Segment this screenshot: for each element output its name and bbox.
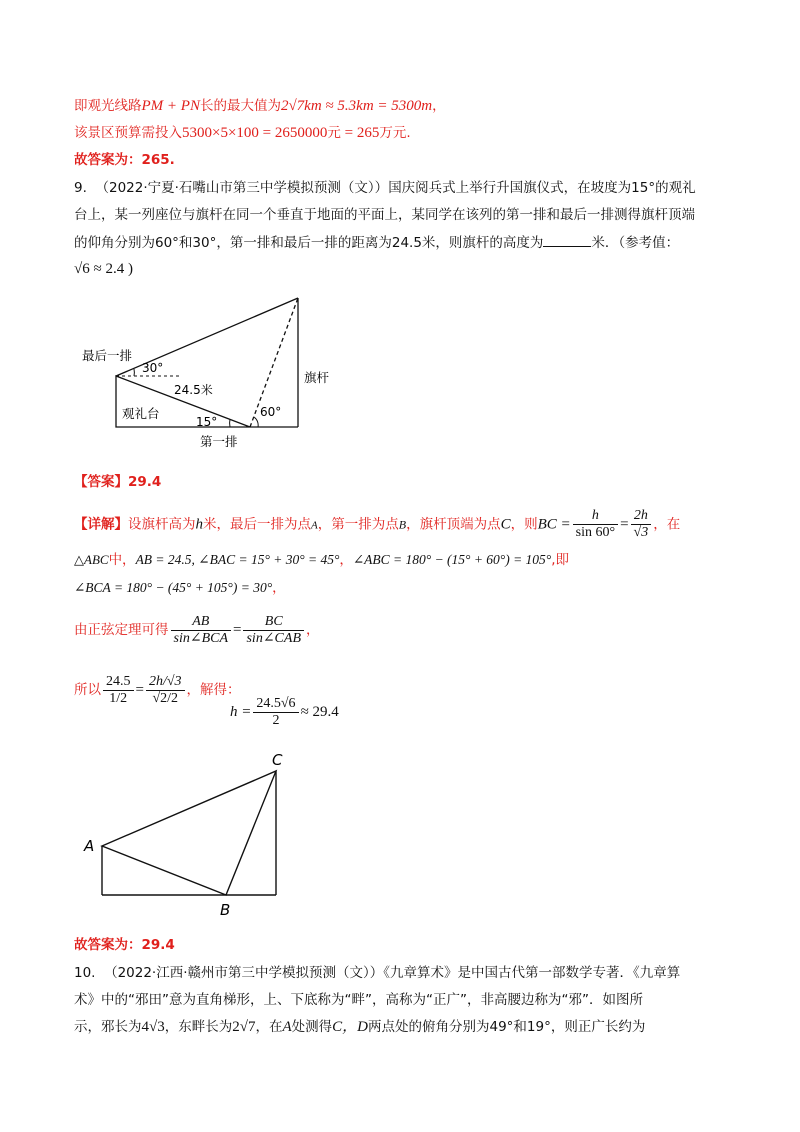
label-60: 60° bbox=[260, 405, 282, 419]
numerator: 24.5 bbox=[103, 674, 134, 691]
equals: = bbox=[135, 682, 144, 698]
q9-detail-line2 bbox=[74, 550, 569, 570]
question-text: 示，邪长为 bbox=[74, 1019, 142, 1035]
q9-sine-rule bbox=[74, 610, 320, 650]
question-text: 两点处的俯角分别为49°和19°，则正广长约为 bbox=[367, 1019, 646, 1035]
q9-answer bbox=[74, 472, 161, 492]
sol8-text: 万元. bbox=[379, 125, 411, 141]
question-text: 《九章算术》是中国古代第一部数学专著．《九章算 bbox=[383, 965, 681, 981]
detail-text: 设旗杆高为 bbox=[128, 516, 196, 533]
q10-line1 bbox=[74, 963, 680, 983]
var-C: C bbox=[500, 516, 511, 533]
fraction bbox=[171, 614, 232, 647]
denominator: sin∠CAB bbox=[246, 630, 301, 646]
math-expr: = 265 bbox=[340, 125, 380, 141]
reference-value: √6 ≈ 2.4 ) bbox=[74, 261, 133, 277]
numerator: h bbox=[573, 508, 618, 525]
detail-text: ，解得： bbox=[186, 682, 241, 698]
question-source: （2022·宁夏·石嘴山市第三中学模拟预测（文）） bbox=[95, 180, 389, 196]
fraction bbox=[243, 614, 304, 647]
answer-value: 29.4 bbox=[128, 474, 162, 490]
detail-text: ，旗杆顶端为点 bbox=[406, 516, 501, 533]
q9-line3 bbox=[74, 232, 679, 253]
denominator: sin∠BCA bbox=[173, 630, 229, 646]
q9-line4 bbox=[74, 259, 133, 279]
detail-text: 米，最后一排为点 bbox=[203, 516, 311, 533]
denominator: sin 60° bbox=[575, 525, 616, 540]
question-number: 10. bbox=[74, 965, 96, 981]
equals: = bbox=[233, 622, 242, 638]
question-text: ，东畔长为 bbox=[164, 1019, 233, 1035]
denominator: 1/2 bbox=[109, 690, 128, 706]
angle-arc-60 bbox=[254, 417, 258, 427]
numerator: 2h/√3 bbox=[146, 674, 185, 691]
math-expr: 4√3 bbox=[141, 1019, 165, 1035]
equals: = bbox=[620, 516, 629, 533]
answer-blank bbox=[543, 232, 591, 247]
punct: ， bbox=[272, 580, 286, 596]
detail-text: ，则 bbox=[510, 516, 538, 533]
triangle-ABC bbox=[102, 771, 276, 895]
detail-text: ，第一排为点 bbox=[317, 516, 399, 533]
math-expr: h = bbox=[230, 704, 252, 720]
answer-label: 【答案】 bbox=[74, 474, 128, 490]
q9-detail-line1 bbox=[74, 508, 680, 538]
numerator: BC bbox=[243, 614, 304, 631]
denominator: 2 bbox=[272, 712, 280, 728]
denominator: √2/2 bbox=[152, 690, 179, 706]
denominator: √3 bbox=[633, 525, 649, 540]
q9-h-result bbox=[230, 690, 339, 734]
sol8-text: 该景区预算需投入 bbox=[74, 125, 182, 141]
question-source: （2022·江西·赣州市第三中学模拟预测（文）） bbox=[104, 965, 384, 981]
question-text: ，在 bbox=[255, 1019, 283, 1035]
q9-final: 故答案为：29.4 bbox=[74, 937, 175, 953]
math-expr: 2√7km ≈ 5.3km = 5300m bbox=[280, 98, 433, 114]
math-expr: 2√7 bbox=[232, 1019, 256, 1035]
triangle-figure bbox=[80, 745, 310, 925]
q9-line1 bbox=[74, 178, 696, 198]
math-expr: PM + PN bbox=[141, 98, 200, 114]
numerator: 2h bbox=[631, 508, 652, 525]
sol8-text: 长的最大值为 bbox=[199, 98, 281, 114]
sol8-text: 即观光线路 bbox=[74, 98, 142, 114]
punct: ， bbox=[306, 622, 320, 638]
math-expr: ∠BCA = 180° − (45° + 105°) = 30° bbox=[74, 580, 273, 595]
var-B: B bbox=[398, 517, 407, 532]
label-last-row: 最后一排 bbox=[82, 348, 133, 363]
sol8-text: 元 bbox=[327, 125, 341, 141]
q9-line2: 台上，某一列座位与旗杆在同一个垂直于地面的平面上，某同学在该列的第一排和最后一排测得旗杆顶端 bbox=[74, 207, 695, 223]
math-expr: ∠ABC = 180° − (15° + 60°) = 105° bbox=[352, 552, 552, 567]
punct: ， bbox=[432, 98, 446, 114]
detail-label: 【详解】 bbox=[74, 516, 128, 533]
numerator: AB bbox=[171, 614, 232, 631]
detail-text: ,即 bbox=[551, 552, 570, 568]
flagpole-figure bbox=[70, 290, 350, 460]
math-expr: △ABC bbox=[74, 552, 109, 567]
sol8-answer: 故答案为：265. bbox=[74, 152, 175, 168]
punct: ， bbox=[339, 552, 353, 568]
label-first-row: 第一排 bbox=[200, 434, 238, 449]
var-A: A bbox=[311, 519, 318, 532]
detail-text: 所以 bbox=[74, 682, 101, 698]
q10-line2: 术》中的“邪田”意为直角梯形，上、下底称为“畔”，高称为“正广”，非高腰边称为“邪”．如图所 bbox=[74, 992, 643, 1008]
q10-line3 bbox=[74, 1017, 645, 1037]
var-CD: C，D bbox=[332, 1019, 368, 1035]
numerator: 24.5√6 bbox=[253, 696, 298, 713]
var-A: A bbox=[282, 1019, 292, 1035]
label-A: A bbox=[84, 837, 95, 855]
question-text: 的仰角分别为60°和30°，第一排和最后一排的距离为24.5米，则旗杆的高度为 bbox=[74, 235, 544, 251]
sol8-line1 bbox=[74, 96, 446, 116]
detail-text: 中， bbox=[108, 552, 136, 568]
label-flagpole: 旗杆 bbox=[304, 370, 330, 385]
label-15: 15° bbox=[196, 415, 218, 429]
math-expr: 5300×5×100 = 2650000 bbox=[182, 125, 328, 141]
label-C: C bbox=[272, 751, 283, 769]
q9-so-line bbox=[74, 660, 241, 720]
question-number: 9. bbox=[74, 180, 87, 196]
math-expr: AB = 24.5, ∠BAC = 15° + 30° = 45° bbox=[135, 552, 340, 567]
question-text: 米．（参考值： bbox=[591, 235, 680, 251]
sol8-line2 bbox=[74, 123, 411, 143]
math-expr: ≈ 29.4 bbox=[300, 704, 339, 720]
question-text: 处测得 bbox=[291, 1019, 333, 1035]
fraction bbox=[146, 674, 185, 707]
label-distance: 24.5米 bbox=[174, 383, 213, 397]
q9-detail-line3 bbox=[74, 578, 286, 598]
var-h: h bbox=[195, 516, 203, 533]
fraction bbox=[631, 508, 652, 541]
question-text: 国庆阅兵式上举行升国旗仪式，在坡度为15°的观礼 bbox=[388, 180, 696, 196]
math-expr: BC = bbox=[537, 516, 571, 533]
label-B: B bbox=[220, 901, 231, 919]
fraction bbox=[573, 508, 618, 541]
label-stand: 观礼台 bbox=[122, 406, 160, 421]
detail-text: ，在 bbox=[653, 516, 681, 533]
fraction bbox=[103, 674, 134, 707]
label-30: 30° bbox=[142, 361, 164, 375]
detail-text: 由正弦定理可得 bbox=[74, 622, 169, 638]
fraction bbox=[253, 696, 298, 729]
